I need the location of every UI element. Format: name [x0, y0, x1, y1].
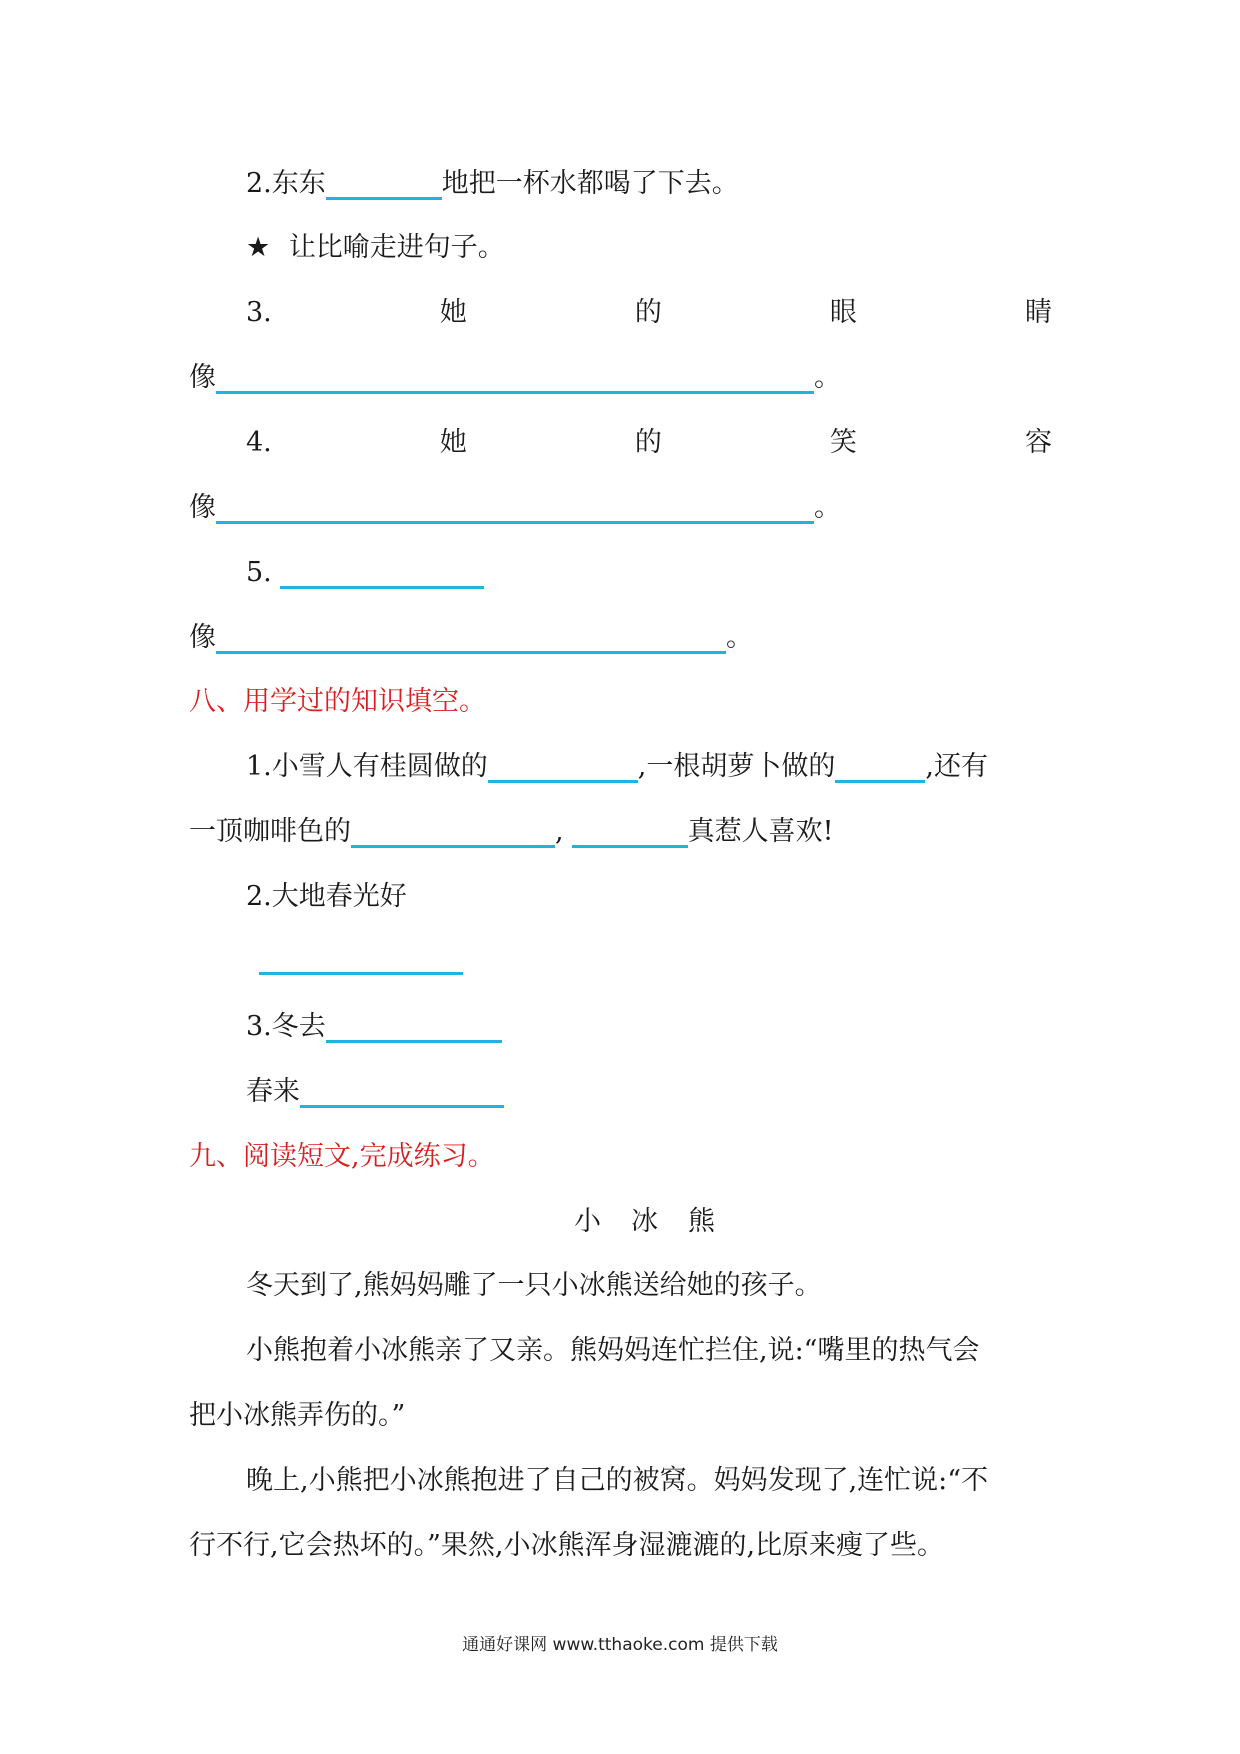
- answer-blank[interactable]: [300, 1075, 504, 1108]
- question-text-before: 东东: [271, 168, 326, 199]
- question-7-4-line2: [189, 490, 841, 526]
- passage-paragraph: 小熊抱着小冰熊亲了又亲。熊妈妈连忙拦住,说:“嘴里的热气会: [246, 1335, 980, 1366]
- answer-blank[interactable]: [488, 750, 638, 783]
- word: 眼: [829, 297, 857, 328]
- answer-blank[interactable]: [216, 491, 814, 524]
- question-number: 2.: [246, 881, 272, 912]
- sentence-end: 。: [814, 492, 841, 523]
- passage-paragraph-continued: 行不行,它会热坏的。”果然,小冰熊浑身湿漉漉的,比原来瘦了些。: [189, 1530, 945, 1561]
- lead-word: 像: [189, 622, 216, 653]
- lead-word: 像: [189, 362, 216, 393]
- sentence-end: 。: [814, 362, 841, 393]
- question-text: ,一根胡萝卜做的: [637, 751, 836, 782]
- lead-word: 像: [189, 492, 216, 523]
- word: 她: [439, 297, 467, 328]
- answer-blank[interactable]: [351, 815, 555, 848]
- footer-watermark: 通通好课网 www.tthaoke.com 提供下载: [462, 1635, 778, 1655]
- question-number: 2.: [246, 168, 272, 199]
- sentence-end: 。: [726, 622, 753, 653]
- passage-paragraph-continued: 把小冰熊弄伤的。”: [189, 1400, 406, 1431]
- answer-blank[interactable]: [216, 361, 814, 394]
- word: 的: [634, 297, 662, 328]
- question-8-3: [246, 1009, 502, 1045]
- star-icon: ★: [246, 232, 271, 263]
- question-8-1-line1: [246, 749, 988, 785]
- passage-paragraph: 冬天到了,熊妈妈雕了一只小冰熊送给她的孩子。: [246, 1270, 822, 1301]
- section-8-heading: 八、用学过的知识填空。: [189, 686, 486, 717]
- question-7-3-line1: [246, 295, 1052, 331]
- question-text: 大地春光好: [271, 881, 407, 912]
- question-text-after: 地把一杯水都喝了下去。: [441, 168, 739, 199]
- word: 她: [439, 427, 467, 458]
- question-7-3-line2: [189, 360, 841, 396]
- question-text: 真惹人喜欢!: [687, 816, 834, 847]
- passage-title: 小冰熊: [574, 1206, 745, 1237]
- question-text: 冬去: [271, 1011, 326, 1042]
- subheading-text: 让比喻走进句子。: [288, 232, 505, 263]
- question-7-5-line2: [189, 620, 753, 656]
- question-text: 小雪人有桂圆做的: [271, 751, 488, 782]
- answer-blank[interactable]: [259, 972, 463, 975]
- question-8-1-line2: [189, 814, 833, 850]
- question-text: 一顶咖啡色的: [189, 816, 351, 847]
- question-number: 3.: [246, 1011, 272, 1042]
- answer-blank[interactable]: [216, 621, 726, 654]
- answer-blank[interactable]: [280, 556, 484, 589]
- question-text: ,: [555, 816, 564, 847]
- answer-blank[interactable]: [326, 167, 442, 200]
- answer-blank[interactable]: [572, 815, 688, 848]
- word: 笑: [829, 427, 857, 458]
- question-number: 1.: [246, 751, 272, 782]
- question-number: 4.: [246, 427, 272, 458]
- word: 容: [1024, 427, 1052, 458]
- star-subheading: [246, 230, 505, 266]
- question-7-2: [246, 166, 739, 202]
- question-number: 5.: [246, 557, 272, 588]
- section-9-heading: 九、阅读短文,完成练习。: [189, 1141, 495, 1172]
- answer-blank[interactable]: [835, 750, 925, 783]
- question-7-4-line1: [246, 425, 1052, 461]
- word: 睛: [1024, 297, 1052, 328]
- question-number: 3.: [246, 297, 272, 328]
- question-7-5-line1: [246, 555, 484, 591]
- question-text: ,还有: [925, 751, 988, 782]
- question-8-3b: [246, 1074, 504, 1110]
- word: 的: [634, 427, 662, 458]
- passage-paragraph: 晚上,小熊把小冰熊抱进了自己的被窝。妈妈发现了,连忙说:“不: [246, 1465, 989, 1496]
- answer-blank[interactable]: [326, 1010, 502, 1043]
- question-text: 春来: [246, 1076, 300, 1107]
- question-8-2: [246, 879, 407, 915]
